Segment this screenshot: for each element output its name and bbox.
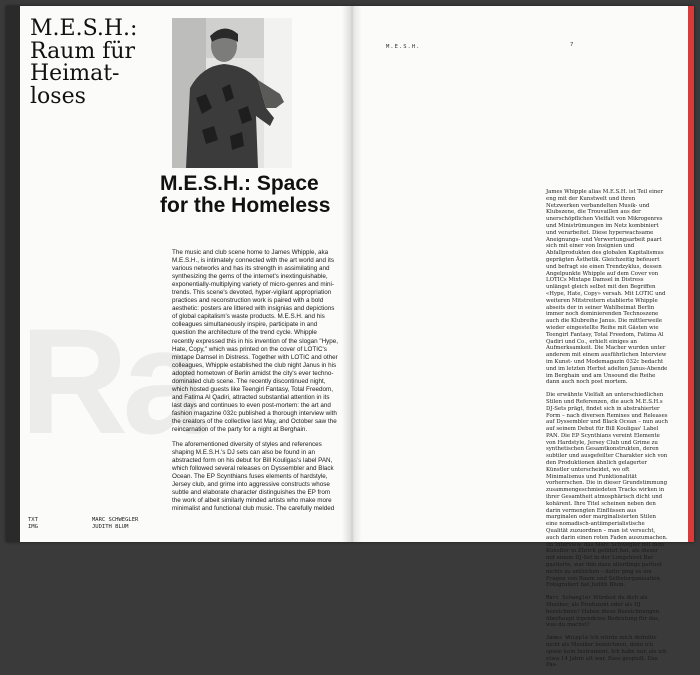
footer-credit-image: JUDITH BLUM: [92, 523, 129, 530]
footer-label-txt: TXT: [28, 517, 38, 523]
interview-question: [546, 595, 668, 629]
page-number: 7: [570, 42, 574, 48]
speaker-interviewer: Marc Schwegler: [546, 595, 592, 602]
ghost-letters: Ra: [20, 297, 200, 465]
german-paragraph-1: James Whipple alias M.E.S.H. ist Teil einer eng mit der Kunstwelt und ihren Netzwerken verbandelten Musik- und Klubszene, die Trouvaillen aus der unerschöpflichen Vielfalt von Mikrogenres und Ministrümungen im Netz kombiniert und verarbeitet. Diese hyperwachsame Aneignungs- und Verwertungsarbeit paart sich mit einer von Insignien und Abfallprodukten des globalen Kapitalismus geprägten Ästhetik. Gleichzeitig befeuert und befragt sie einen Trendzyklus, dessen Angelpunkte Whipple auf dem Cover von LOTICs Mixtape Damsel in Distress unlängst gleich selbst mit den Begriffen «Hype, Hate, Copy» versah. Mit LOTIC und weiteren Mitstreitern etablierte Whipple abseits der in seiner Wahlheimat Berlin immer noch dominierenden Technoszene auch die Klubreihe Janus. Die mittlerweile wieder eingestellte Reihe mit Gästen wie Teengirl Fantasy, Total Freedom, Fatima Al Qadiri und Co., erhielt einiges an Aufmerksamkeit. Die Macher wurden unter anderem mit einem ausführlichen Interview im Kunst- und Modemagazin 032c bedacht und im letzten Herbst adelten Janus-Abende im Berghain und am Unsound die Reihe dann auch noch post mortem.: [546, 189, 668, 386]
footer-labels: [28, 517, 38, 530]
german-paragraph-2: Die erwähnte Vielfalt an unterschiedlichen Stilen und Referenzen, die auch M.E.S.H.s DJ-Sets prägt, findet sich in abstrahierter Form – nach diversen Remixes und Releases auf Dyssembler und Black Ocean – nun auch auf seinem Debut für Bill Kouligas' Label PAN. Die EP Scynthians vereint Elemente von Hardstyle, Jersey Club und Grime zu synthetischen Gesamtkonstrukten, deren subtiler und ausgefeilter Charakter sich von den Produktionen ähnlich gelagerter Künstler unterscheidet, wo oft Minimalismus und Funktionalität vorherrschen. Die in dieser Grundstimmung zusammengeschmiedeten Tracks wirken in ihrer Gesamtheit atmosphärisch dicht und kohärent. Ihre Titel scheinen neben den darin vermengten Einflüssen aus marginalen oder marginalisierten Stilen eine nomadisch-antiimperialistische Qualität zuzuordnen – man ist versucht, auch darin einen roten Faden auszumachen. Im Interview, das Marc Schwegler mit dem Künstler in Zürich geführt hat, als dieser mit einem DJ-Set in der Longstreet Bar gastierte, war ihm dazu allerdings partout nichts zu entlocken – dafür ging es um Fragen von Raum und Selbstorganisation. Fotografiert hat Judith Blum.: [546, 392, 668, 589]
footer-credit-text: MARC SCHWEGLER: [92, 517, 139, 523]
english-paragraph-1: The music and club scene home to James Whipple, aka M.E.S.H., is intimately connected with the art world and its various networks and has its strength in assimilating and synthesizing the gems of the internet's inextinguishable, exponentially-multiplying variety of micro-genres and mini-trends. This scene's devoted, hyper-vigilant appropriation practices and reconstruction work is paired with a bold aesthetic: posters are littered with insignias and depictions of global capitalism's waste products. M.E.S.H. and his colleagues simultaneously inspire, participate in and question the architecture of the trend cycle. Whipple recently expressed this in his invention of the slogan "Hype, Hate, Copy," which was printed on the cover of LOTIC's mixtape Damsel in Distress. Together with LOTIC and other colleagues, Whipple established the club night Janus in his adopted hometown of Berlin amidst the city's ever techno-dominated club scene. The recently discontinued night, which hosted guests like Teengirl Fantasy, Total Freedom, and Fatima Al Qadiri, attracted substantial attention in its last days and continues to even post-mortem: the art and fashion magazine 032c published a thorough interview with the creators of the collective last May, and October saw the reincarnation of the party for a night at Berghain.: [172, 249, 339, 434]
german-title: M.E.S.H.: Raum für Heimat-loses: [30, 16, 138, 109]
magazine-spread: [6, 6, 694, 669]
artist-photo-image: [172, 18, 292, 168]
footer-label-img: IMG: [28, 523, 38, 530]
interview-answer: [546, 635, 668, 669]
answer-text: Ich würde mich definitiv nicht als Musiker bezeichnen, denn ich spiele kein Instrument. Ich habe nur, als ich etwa 14 Jahre alt war, Bass gespielt. Das Pas-: [546, 635, 667, 669]
artist-photo: [172, 18, 292, 168]
english-title: M.E.S.H.: Space for the Homeless: [160, 172, 331, 218]
question-text: Würdest du dich als Musiker, als Produzent oder als DJ bezeichnen? Haben diese Bezeichnungen überhaupt irgendeine Bedeutung für das, was du machst?: [546, 595, 660, 629]
spine-gutter: [342, 6, 362, 542]
page-edge-red: [688, 6, 694, 542]
right-page: [350, 6, 694, 669]
page-edge-dark: [6, 6, 20, 542]
speaker-artist: James Whipple: [546, 635, 589, 642]
running-head: M.E.S.H.: [386, 44, 421, 50]
english-body: [172, 249, 340, 521]
footer-credits: [92, 517, 138, 530]
english-paragraph-2: The aforementioned diversity of styles and references shaping M.E.S.H.'s DJ sets can also be found in an abstracted form on his debut for Bill Kouligas's label PAN, which followed several releases on Dyssembler and Black Ocean. The EP Scynthians fuses elements of hardstyle, Jersey club, and grime into aggressive constructs whose subtle and elaborate character distinguishes the EP from the work of albeit similarly minded artists who make more minimalist and functional club music. The carefully melded: [172, 441, 335, 513]
left-page: [6, 6, 350, 542]
german-body: [546, 189, 668, 675]
